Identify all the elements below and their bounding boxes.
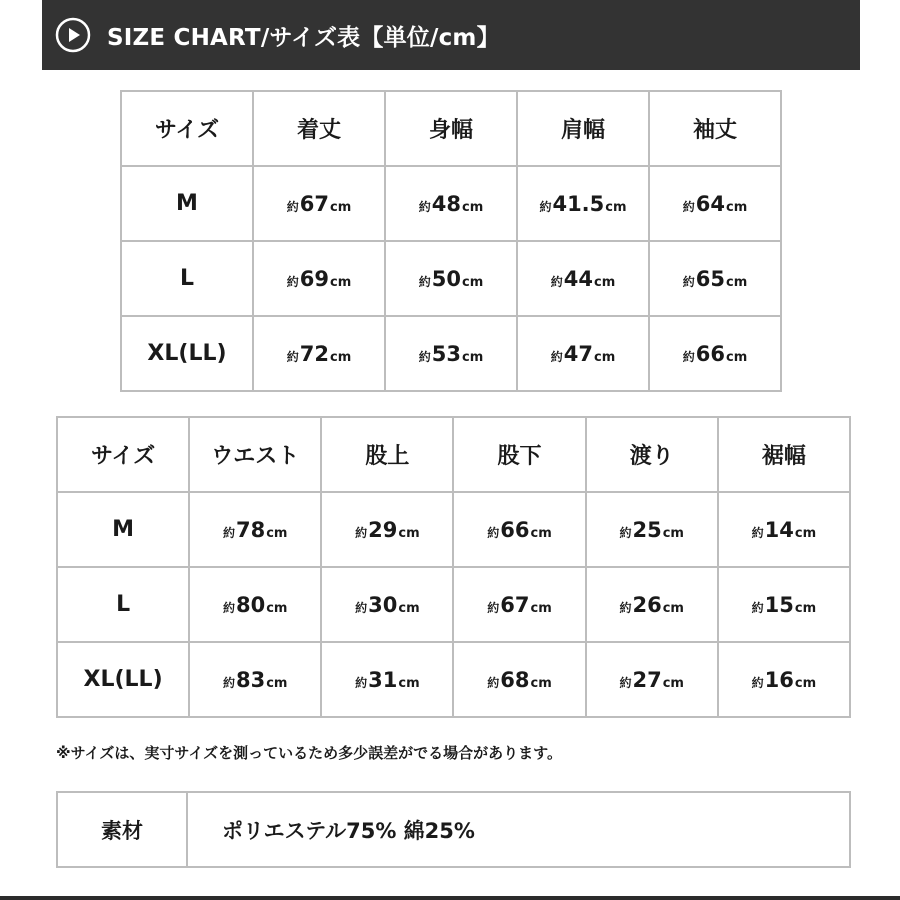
unit-label: cm: [662, 600, 684, 616]
bottoms-header-cell: 股上: [321, 417, 453, 492]
unit-label: cm: [593, 274, 616, 290]
measurement-value: 41.5: [552, 191, 605, 216]
measurement-value: 27: [632, 667, 662, 692]
measurement-value: 29: [368, 517, 398, 542]
unit-label: cm: [725, 349, 748, 365]
measurement-value: 68: [500, 667, 530, 692]
unit-label: cm: [266, 675, 288, 691]
tops-value-cell: [253, 316, 385, 391]
bottoms-row: [57, 642, 850, 717]
bottoms-value-cell: [453, 492, 585, 567]
approx-prefix: 約: [286, 199, 299, 214]
bottoms-value-cell: [189, 642, 321, 717]
bottoms-header-cell: 裾幅: [718, 417, 850, 492]
unit-label: cm: [662, 525, 684, 541]
tops-value-cell: [385, 316, 517, 391]
approx-prefix: 約: [751, 600, 764, 615]
approx-prefix: 約: [682, 274, 695, 289]
approx-prefix: 約: [418, 199, 431, 214]
bottoms-header-row: [57, 417, 850, 492]
unit-label: cm: [794, 675, 817, 691]
approx-prefix: 約: [751, 525, 764, 540]
bottoms-value-cell: [586, 567, 718, 642]
measurement-value: 66: [695, 341, 725, 366]
size-chart-header: [42, 0, 860, 70]
tops-value-cell: [385, 166, 517, 241]
tops-value-cell: [517, 241, 649, 316]
bottoms-value-cell: [718, 492, 850, 567]
tops-value-cell: [649, 241, 781, 316]
bottoms-value-cell: [321, 492, 453, 567]
bottoms-value-cell: [453, 567, 585, 642]
measurement-note: ※サイズは、実寸サイズを測っているため多少誤差がでる場合があります。: [56, 744, 562, 762]
measurement-value: 69: [299, 266, 329, 291]
tops-header-cell: 着丈: [253, 91, 385, 166]
bottoms-size-table-body: [57, 417, 850, 717]
approx-prefix: 約: [550, 349, 563, 364]
approx-prefix: 約: [682, 199, 695, 214]
bottoms-row: [57, 492, 850, 567]
bottoms-row: [57, 567, 850, 642]
tops-value-cell: [253, 241, 385, 316]
bottoms-value-cell: [321, 642, 453, 717]
tops-header-row: [121, 91, 781, 166]
measurement-value: 44: [563, 266, 593, 291]
bottoms-header-cell: 股下: [453, 417, 585, 492]
tops-header-cell: 肩幅: [517, 91, 649, 166]
approx-prefix: 約: [418, 274, 431, 289]
approx-prefix: 約: [286, 349, 299, 364]
approx-prefix: 約: [487, 600, 500, 615]
unit-label: cm: [461, 349, 484, 365]
unit-label: cm: [266, 600, 288, 616]
bottoms-header-cell: ウエスト: [189, 417, 321, 492]
unit-label: cm: [461, 199, 484, 215]
tops-value-cell: [385, 241, 517, 316]
tops-value-cell: [517, 166, 649, 241]
bottoms-value-cell: [718, 642, 850, 717]
unit-label: cm: [662, 675, 684, 691]
approx-prefix: 約: [487, 525, 500, 540]
unit-label: cm: [605, 199, 627, 215]
measurement-value: 14: [764, 517, 794, 542]
bottoms-size-cell: XL(LL): [57, 642, 189, 717]
unit-label: cm: [593, 349, 616, 365]
approx-prefix: 約: [355, 600, 368, 615]
approx-prefix: 約: [751, 675, 764, 690]
unit-label: cm: [530, 675, 552, 691]
approx-prefix: 約: [355, 525, 368, 540]
unit-label: cm: [794, 600, 817, 616]
measurement-value: 78: [235, 517, 266, 542]
approx-prefix: 約: [418, 349, 431, 364]
tops-size-table-body: [121, 91, 781, 391]
approx-prefix: 約: [619, 525, 632, 540]
unit-label: cm: [398, 600, 420, 616]
bottoms-header-cell: サイズ: [57, 417, 189, 492]
measurement-value: 65: [695, 266, 725, 291]
bottoms-value-cell: [189, 492, 321, 567]
play-circle-icon: [55, 17, 91, 53]
tops-value-cell: [649, 316, 781, 391]
unit-label: cm: [725, 199, 748, 215]
measurement-value: 66: [500, 517, 530, 542]
approx-prefix: 約: [539, 199, 552, 214]
unit-label: cm: [398, 675, 420, 691]
tops-value-cell: [649, 166, 781, 241]
approx-prefix: 約: [619, 600, 632, 615]
tops-value-cell: [253, 166, 385, 241]
approx-prefix: 約: [222, 600, 235, 615]
measurement-value: 26: [632, 592, 662, 617]
tops-row: [121, 166, 781, 241]
approx-prefix: 約: [355, 675, 368, 690]
bottoms-value-cell: [321, 567, 453, 642]
bottoms-value-cell: [718, 567, 850, 642]
unit-label: cm: [461, 274, 484, 290]
approx-prefix: 約: [682, 349, 695, 364]
measurement-value: 16: [764, 667, 794, 692]
tops-size-cell: M: [121, 166, 253, 241]
bottom-divider: [0, 896, 900, 900]
bottoms-value-cell: [189, 567, 321, 642]
measurement-value: 15: [764, 592, 794, 617]
tops-size-table: [120, 90, 782, 392]
bottoms-value-cell: [586, 642, 718, 717]
measurement-value: 67: [500, 592, 530, 617]
unit-label: cm: [530, 600, 552, 616]
approx-prefix: 約: [222, 675, 235, 690]
measurement-value: 80: [235, 592, 266, 617]
measurement-value: 50: [431, 266, 461, 291]
bottoms-size-table: [56, 416, 851, 718]
material-label: 素材: [57, 792, 187, 867]
material-table: [56, 791, 851, 868]
unit-label: cm: [398, 525, 420, 541]
material-row: [57, 792, 850, 867]
measurement-value: 53: [431, 341, 461, 366]
tops-row: [121, 316, 781, 391]
bottoms-size-cell: L: [57, 567, 189, 642]
measurement-value: 31: [368, 667, 398, 692]
tops-header-cell: 身幅: [385, 91, 517, 166]
bottoms-value-cell: [453, 642, 585, 717]
tops-size-cell: L: [121, 241, 253, 316]
tops-size-cell: XL(LL): [121, 316, 253, 391]
unit-label: cm: [329, 349, 352, 365]
tops-header-cell: サイズ: [121, 91, 253, 166]
measurement-value: 30: [368, 592, 398, 617]
bottoms-value-cell: [586, 492, 718, 567]
unit-label: cm: [794, 525, 817, 541]
unit-label: cm: [266, 525, 288, 541]
size-chart-title: SIZE CHART/サイズ表【単位/cm】: [107, 24, 500, 51]
measurement-value: 67: [299, 191, 329, 216]
tops-header-cell: 袖丈: [649, 91, 781, 166]
measurement-value: 72: [299, 341, 329, 366]
unit-label: cm: [530, 525, 552, 541]
unit-label: cm: [329, 199, 352, 215]
measurement-value: 64: [695, 191, 725, 216]
unit-label: cm: [725, 274, 748, 290]
bottoms-size-cell: M: [57, 492, 189, 567]
measurement-value: 47: [563, 341, 593, 366]
approx-prefix: 約: [619, 675, 632, 690]
approx-prefix: 約: [286, 274, 299, 289]
tops-row: [121, 241, 781, 316]
tops-value-cell: [517, 316, 649, 391]
approx-prefix: 約: [222, 525, 235, 540]
measurement-value: 48: [431, 191, 461, 216]
measurement-value: 25: [632, 517, 662, 542]
bottoms-header-cell: 渡り: [586, 417, 718, 492]
approx-prefix: 約: [487, 675, 500, 690]
material-value: ポリエステル75% 綿25%: [187, 792, 850, 867]
approx-prefix: 約: [550, 274, 563, 289]
unit-label: cm: [329, 274, 352, 290]
measurement-value: 83: [235, 667, 266, 692]
